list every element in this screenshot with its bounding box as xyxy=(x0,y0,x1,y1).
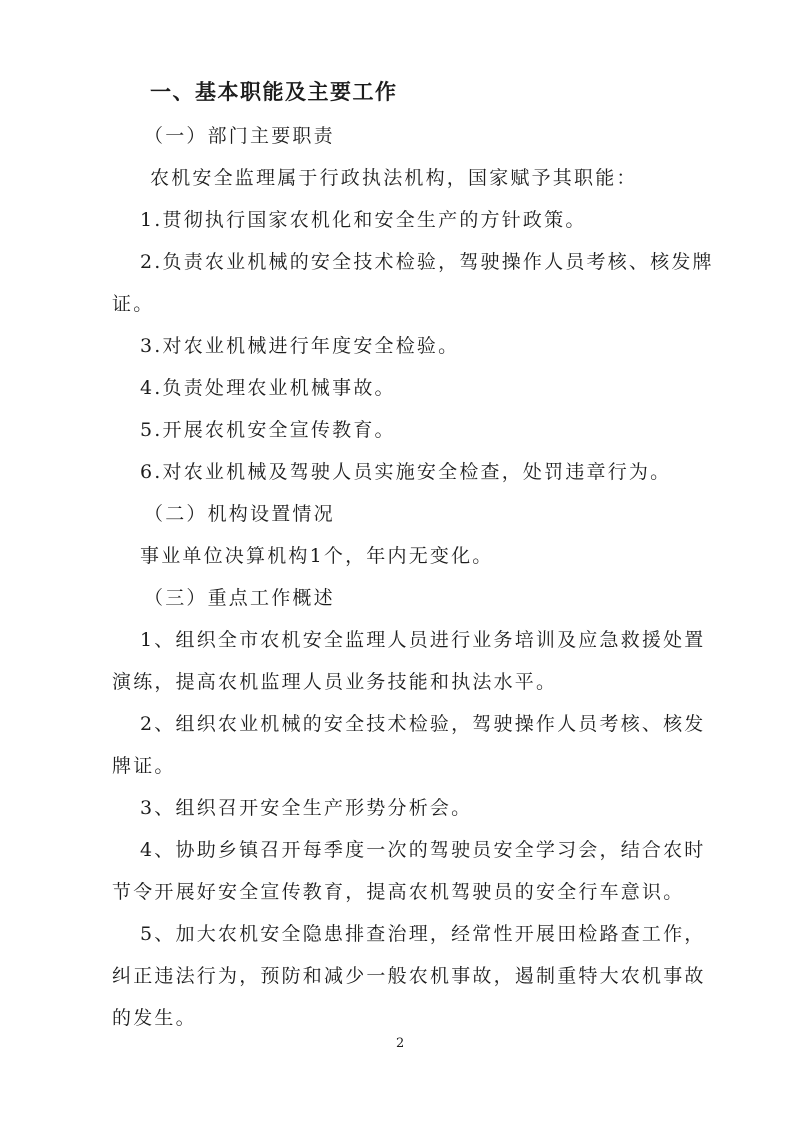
section1-item: 5.开展农机安全宣传教育。 xyxy=(140,419,396,441)
section3-line: 的发生。 xyxy=(112,1007,197,1029)
section3-line: 演练，提高农机监理人员业务技能和执法水平。 xyxy=(112,671,558,693)
page-number: 2 xyxy=(396,1036,405,1051)
section3-line: 纠正违法行为，预防和减少一般农机事故，遏制重特大农机事故 xyxy=(112,965,706,987)
section1-title: （一）部门主要职责 xyxy=(144,125,335,147)
section2-title: （二）机构设置情况 xyxy=(144,503,335,525)
section3-line: 4、协助乡镇召开每季度一次的驾驶员安全学习会，结合农时 xyxy=(140,839,706,861)
section3-title: （三）重点工作概述 xyxy=(144,587,335,609)
section1-item: 1.贯彻执行国家农机化和安全生产的方针政策。 xyxy=(140,209,587,231)
section1-intro: 农机安全监理属于行政执法机构，国家赋予其职能： xyxy=(150,167,638,189)
section3-line: 1、组织全市农机安全监理人员进行业务培训及应急救援处置 xyxy=(140,629,706,651)
section3-line: 牌证。 xyxy=(112,755,176,777)
section3-line: 节令开展好安全宣传教育，提高农机驾驶员的安全行车意识。 xyxy=(112,881,685,903)
section1-item: 2.负责农业机械的安全技术检验，驾驶操作人员考核、核发牌 xyxy=(140,251,714,273)
section2-text: 事业单位决算机构1个，年内无变化。 xyxy=(140,545,494,567)
section1-item-continuation: 证。 xyxy=(112,293,155,315)
section1-item: 6.对农业机械及驾驶人员实施安全检查，处罚违章行为。 xyxy=(140,461,672,483)
section3-line: 5、加大农机安全隐患排查治理，经常性开展田检路查工作， xyxy=(140,923,706,945)
section1-item: 4.负责处理农业机械事故。 xyxy=(140,377,396,399)
section3-line: 2、组织农业机械的安全技术检验，驾驶操作人员考核、核发 xyxy=(140,713,706,735)
main-heading: 一、基本职能及主要工作 xyxy=(150,79,398,104)
section1-item: 3.对农业机械进行年度安全检验。 xyxy=(140,335,460,357)
section3-line: 3、组织召开安全生产形势分析会。 xyxy=(140,797,473,819)
